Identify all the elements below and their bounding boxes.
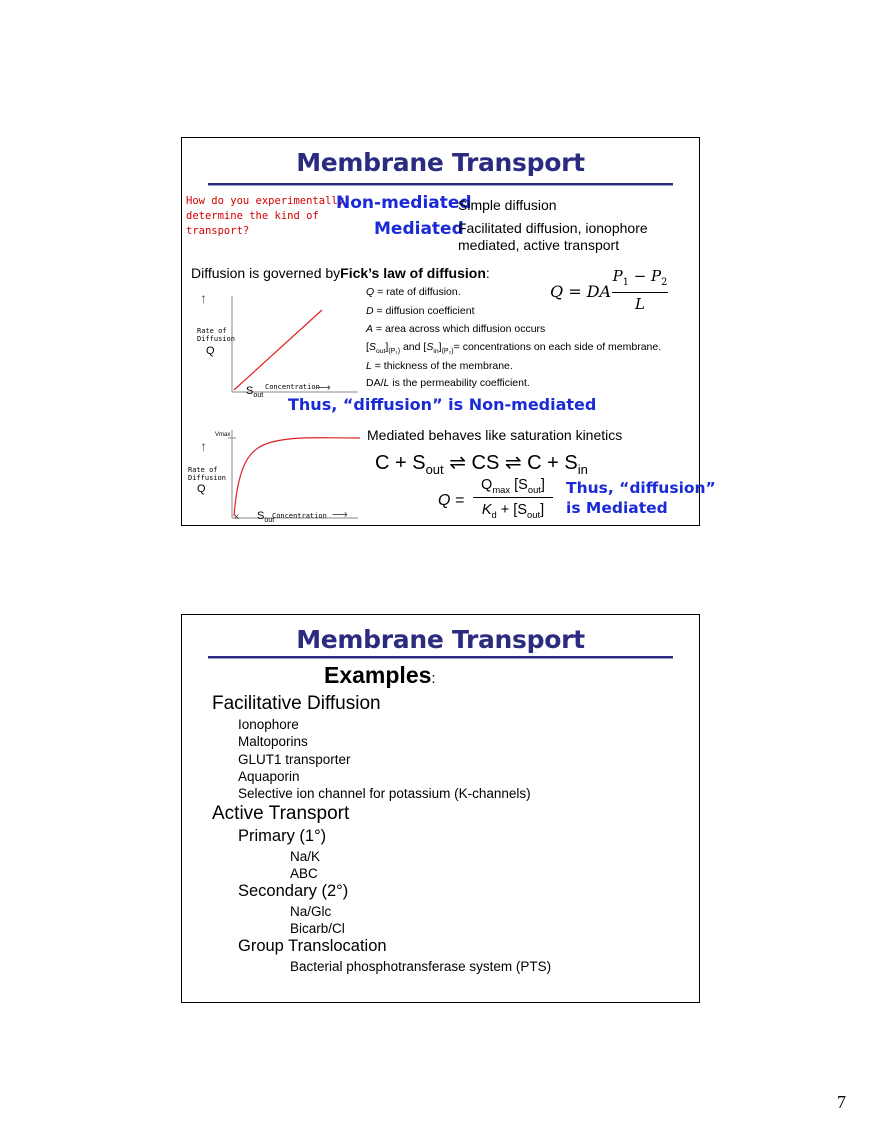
list-item: GLUT1 transporter xyxy=(238,752,351,767)
num: Q xyxy=(481,477,493,493)
den: + [S xyxy=(496,502,528,518)
facilitative-heading: Facilitative Diffusion xyxy=(212,693,381,714)
page-number: 7 xyxy=(837,1092,846,1112)
def-q xyxy=(366,286,461,298)
minus: − xyxy=(628,267,652,285)
bracket: [ xyxy=(366,341,369,353)
question-line: transport? xyxy=(186,225,250,237)
saturation-text: Mediated behaves like saturation kinetics xyxy=(367,427,623,443)
colon: : xyxy=(485,265,490,281)
reaction-part: ⇌ CS ⇌ C + S xyxy=(443,452,578,474)
graph1-q: Q xyxy=(206,345,215,357)
graph1-x-label: Concentration xyxy=(265,383,320,391)
graph2-q: Q xyxy=(197,483,206,495)
den: ] xyxy=(540,502,545,518)
def-text: is the permeability coefficient. xyxy=(389,377,530,389)
thus-nonmediated: Thus, “diffusion” is Non-mediated xyxy=(288,395,597,414)
def-s xyxy=(366,341,661,355)
mediated-label: Mediated xyxy=(374,219,464,239)
p2-sub: (P₂) xyxy=(441,348,454,356)
sub2: 2 xyxy=(661,277,668,288)
reaction-part: C + S xyxy=(375,452,426,474)
list-item: Bacterial phosphotransferase system (PTS) xyxy=(290,959,552,974)
list-item: Bicarb/Cl xyxy=(290,921,345,936)
thus-mediated-line: is Mediated xyxy=(566,499,668,517)
sub: out xyxy=(253,391,264,400)
active-heading: Active Transport xyxy=(212,803,350,824)
saturation-curve xyxy=(234,438,360,516)
colon: : xyxy=(431,670,436,687)
reaction-equation xyxy=(375,450,588,477)
var: Q xyxy=(366,286,375,298)
ficks-law: Fick’s law of diffusion xyxy=(340,265,486,281)
var: L xyxy=(366,360,372,372)
saturation-formula-q: Q = xyxy=(438,492,465,509)
examples-heading xyxy=(324,662,436,689)
nonmediated-label: Non-mediated xyxy=(336,193,472,213)
ficks-formula-numerator xyxy=(612,267,668,293)
slide1-title: Membrane Transport xyxy=(296,148,585,177)
mediated-desc-line: Facilitated diffusion, ionophore xyxy=(458,220,648,236)
mediated-desc-line: mediated, active transport xyxy=(458,237,620,253)
secondary-heading: Secondary (2°) xyxy=(238,882,349,900)
nonmediated-desc: Simple diffusion xyxy=(458,197,557,213)
def-text: = diffusion coefficient xyxy=(373,305,475,317)
examples-word: Examples xyxy=(324,662,432,688)
def-text: = concentrations on each side of membrane. xyxy=(453,341,662,353)
primary-heading: Primary (1°) xyxy=(238,827,327,845)
def-text: = area across which diffusion occurs xyxy=(373,323,546,335)
sub: out xyxy=(264,516,275,525)
num: ] xyxy=(540,477,545,493)
ficks-formula-denominator: L xyxy=(635,295,645,313)
var: S xyxy=(426,341,434,353)
def-text: = rate of diffusion. xyxy=(374,286,461,298)
p2: P xyxy=(651,267,662,285)
y-label-line: Rate of xyxy=(188,466,218,474)
sub: in xyxy=(577,462,588,477)
list-item: Maltoporins xyxy=(238,734,308,749)
list-item: Na/K xyxy=(290,849,321,864)
graph2-y-label xyxy=(188,466,226,482)
question-line: How do you experimentally xyxy=(186,195,345,207)
sub: in xyxy=(433,348,439,356)
y-label-line: Rate of xyxy=(197,327,227,335)
p1-sub: (P₁) xyxy=(388,348,401,356)
thus-mediated xyxy=(566,478,716,518)
sub1: 1 xyxy=(622,277,629,288)
linear-curve xyxy=(234,310,322,390)
sub: out xyxy=(527,508,541,520)
saturation-formula-denominator xyxy=(473,502,553,520)
s: S xyxy=(246,385,254,397)
slide-membrane-transport-2 xyxy=(181,614,700,1003)
question-line: determine the kind of xyxy=(186,210,319,222)
vmax-label: Vmax xyxy=(215,432,231,438)
saturation-formula-numerator xyxy=(473,477,553,498)
list-item: Na/Glc xyxy=(290,904,332,919)
mediated-desc xyxy=(458,220,648,254)
var: L xyxy=(383,377,390,389)
up-arrow-icon: ↑ xyxy=(200,438,207,454)
slide-membrane-transport-1 xyxy=(181,137,716,526)
thus-mediated-line: Thus, “diffusion” xyxy=(566,479,716,497)
var: D xyxy=(366,305,374,317)
group-heading: Group Translocation xyxy=(238,937,387,955)
sub: max xyxy=(492,483,511,495)
k-label: K xyxy=(235,515,240,521)
experiment-question xyxy=(186,194,344,239)
y-label-line: Diffusion xyxy=(197,335,235,343)
title-rule xyxy=(208,183,673,186)
def-a xyxy=(366,323,545,335)
var: S xyxy=(368,341,376,353)
list-item: ABC xyxy=(290,866,318,881)
def-d xyxy=(366,305,474,317)
sub: d xyxy=(491,508,497,520)
list-item: Ionophore xyxy=(238,717,299,732)
list-item: Aquaporin xyxy=(238,769,300,784)
sub: out xyxy=(375,348,386,356)
y-label-line: Diffusion xyxy=(188,474,226,482)
var: A xyxy=(366,323,374,335)
bracket: ] xyxy=(438,341,442,353)
sub: out xyxy=(425,462,444,477)
graph2-x-label: Concentration xyxy=(272,512,327,520)
s: S xyxy=(257,510,265,522)
and: and [ xyxy=(400,341,427,353)
diffusion-intro-text: Diffusion is governed by xyxy=(191,265,341,281)
den: K xyxy=(481,502,492,518)
up-arrow-icon: ↑ xyxy=(200,290,207,306)
right-arrow-icon: ⟶ xyxy=(315,382,331,394)
ficks-formula-lhs: Q = DA xyxy=(550,282,612,301)
diffusion-intro xyxy=(191,265,490,281)
p1: P xyxy=(612,267,623,285)
def-dal xyxy=(366,377,530,389)
graph1-s-out xyxy=(246,385,263,399)
sub: out xyxy=(527,483,541,495)
def-l xyxy=(366,360,513,372)
def-text: = thickness of the membrane. xyxy=(371,360,513,372)
num: [S xyxy=(510,477,528,493)
slide2-title: Membrane Transport xyxy=(296,625,585,654)
list-item: Selective ion channel for potassium (K-channels) xyxy=(238,786,531,801)
graph1-y-label xyxy=(197,327,235,343)
var: DA/ xyxy=(366,377,384,389)
right-arrow-icon: ⟶ xyxy=(332,509,348,521)
title-rule xyxy=(208,656,673,659)
bracket: ] xyxy=(385,341,389,353)
